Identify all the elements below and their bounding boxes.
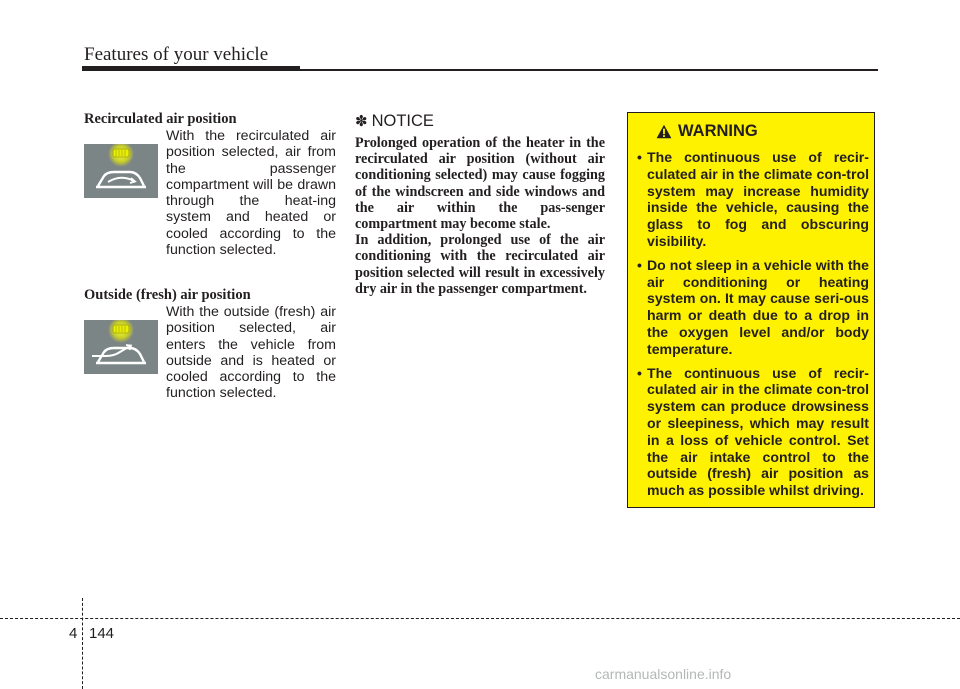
recirculated-air-section (84, 110, 336, 286)
footer-rule (0, 618, 960, 619)
chapter-number: 4 (69, 625, 78, 642)
watermark-text: carmanualsonline.info (595, 666, 732, 682)
notice-title-text: NOTICE (371, 112, 434, 130)
page-number: 144 (89, 625, 115, 642)
bullet-icon: • (637, 256, 642, 273)
bullet-icon: • (637, 149, 642, 165)
warning-triangle-icon (656, 124, 672, 139)
fresh-air-heading: Outside (fresh) air position (84, 287, 251, 303)
warning-list (637, 149, 869, 506)
header-title: Features of your vehicle (84, 44, 269, 65)
notice-section (355, 110, 605, 297)
fresh-air-section (84, 286, 336, 414)
bullet-icon: • (637, 364, 642, 381)
fresh-air-icon (84, 320, 158, 374)
notice-title (355, 110, 605, 132)
warning-item (637, 257, 869, 358)
recirculated-air-icon (84, 144, 158, 198)
warning-item (637, 365, 869, 499)
notice-paragraph: Prolonged operation of the heater in the recirculated air position (without air conditioning selected) may cause fogging of the windscreen and side windows and the air within the pas-senger compartment may become stale. (355, 135, 605, 233)
recirculated-air-text: With the recirculated air position selected, air from the passenger compartment will be drawn through the heat-ing system and heated or cooled according to the function selected. (166, 128, 336, 259)
left-column (84, 110, 336, 414)
fresh-air-text: With the outside (fresh) air position selected, air enters the vehicle from outside and is heated or cooled according to the function selected. (166, 304, 336, 402)
header-bar-thin (300, 69, 878, 71)
warning-box (627, 112, 875, 508)
warning-header (656, 122, 758, 141)
header-bar-thick (82, 66, 300, 71)
notice-paragraph: In addition, prolonged use of the air conditioning with the recirculated air position selected will result in excessively dry air in the passenger compartment. (355, 232, 605, 297)
notice-mark-icon: ✽ (355, 112, 368, 130)
recirculated-air-heading: Recirculated air position (84, 111, 237, 127)
footer-divider (82, 598, 83, 689)
warning-item-text: Do not sleep in a vehicle with the air conditioning or heating system on. It may cause seri-ous harm or death due to a drop in the oxygen level and/or body temperature. (647, 256, 869, 357)
warning-item (637, 149, 869, 250)
warning-item-text: The continuous use of recir-culated air in the climate con-trol system may increase humidity inside the vehicle, causing the glass to fog and obscuring visibility. (647, 149, 869, 249)
warning-title: WARNING (678, 122, 758, 140)
warning-item-text: The continuous use of recir-culated air in the climate con-trol system can produce drowsiness or sleepiness, which may result in a loss of vehicle control. Set the air intake control to the outside (fresh) air position as much as possible whilst driving. (647, 364, 869, 499)
